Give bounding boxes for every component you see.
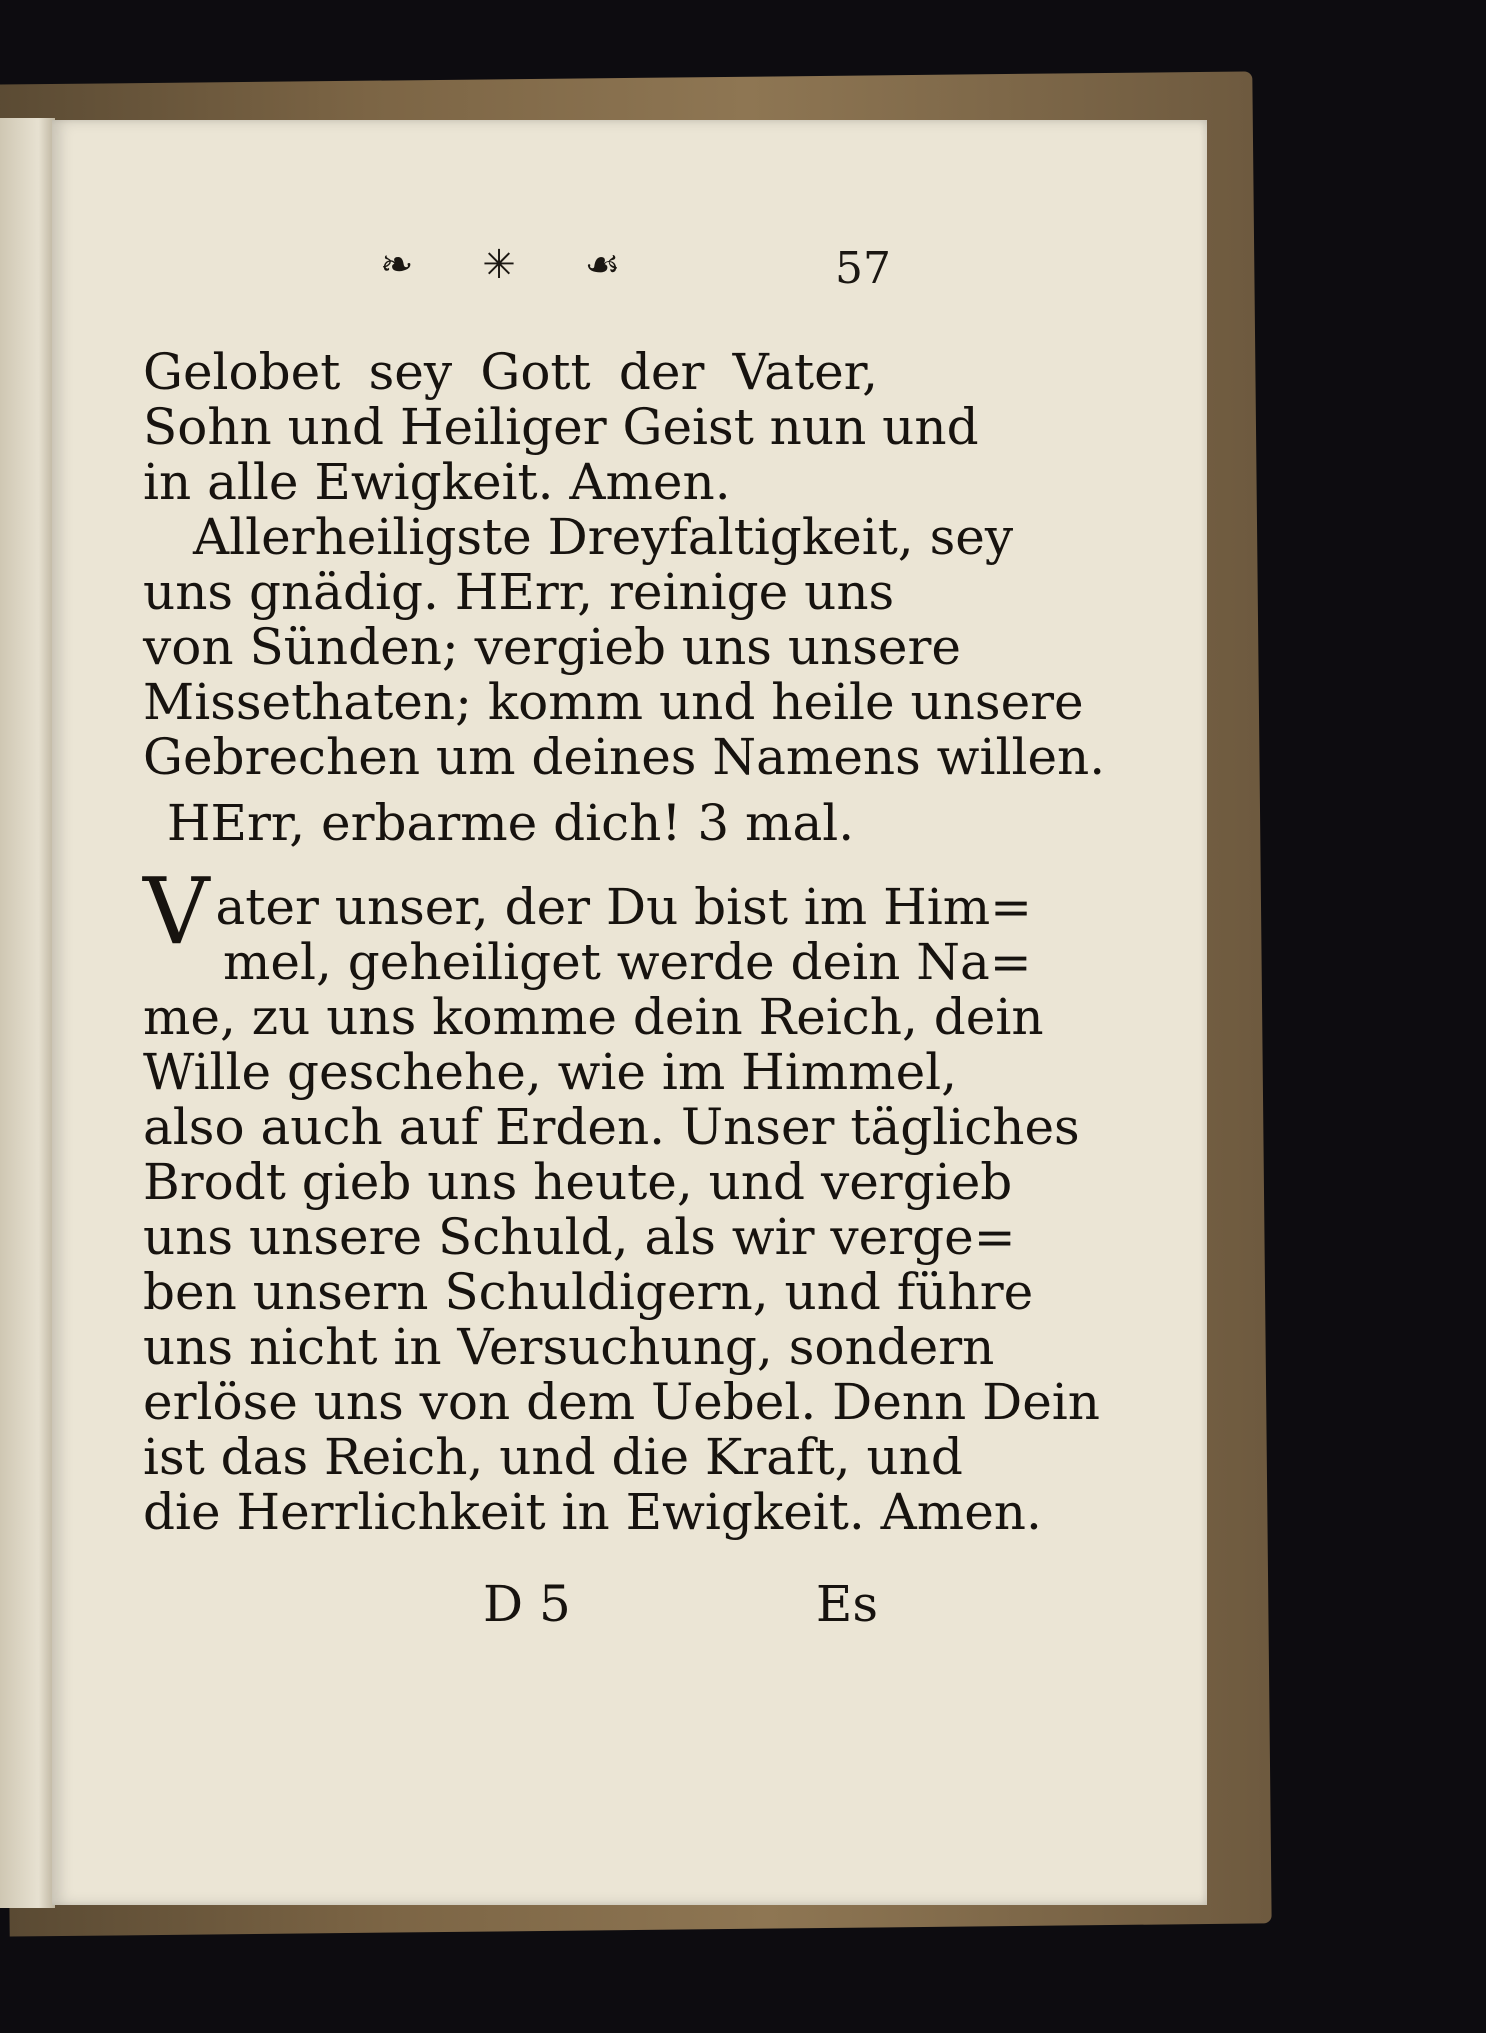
header-ornament: ❧ ✳ ☙ [380,242,649,288]
drop-initial: V [143,858,210,965]
paragraph-doxology [143,343,979,511]
text-line: Allerheiligste Dreyfaltigkeit, sey [193,508,1014,566]
text-line: Gelobet sey Gott der Vater, [143,343,878,401]
facing-page-edge [0,118,55,1908]
paragraph-kyrie [143,796,878,851]
lords-prayer [143,858,1100,1541]
page-number: 57 [835,243,891,294]
first-line-text: ater unser, der Du bist im Him= [215,878,1033,936]
text-line: ben unsern Schuldigern, und führe [143,1263,1034,1321]
page-footer [143,1575,878,1635]
text-line: Brodt gieb uns heute, und vergieb [143,1153,1013,1211]
text-line: HErr, erbarme dich! 3 mal. [166,794,855,852]
text-line: me, zu uns komme dein Reich, dein [143,988,1044,1046]
text-line: mel, geheiliget werde dein Na= [223,933,1032,991]
page-header [380,242,880,302]
text-line: ist das Reich, und die Kraft, und [143,1428,963,1486]
text-line: erlöse uns von dem Uebel. Denn Dein [143,1373,1100,1431]
signature-mark: D 5 [483,1575,571,1633]
text-line: in alle Ewigkeit. Amen. [143,453,731,511]
text-line: Missethaten; komm und heile unsere [143,673,1084,731]
paragraph-trinity [143,508,1106,786]
text-line: Wille geschehe, wie im Himmel, [143,1043,958,1101]
catchword: Es [815,1575,878,1633]
text-line: Sohn und Heiliger Geist nun und [143,398,979,456]
text-line: Gebrechen um deines Namens willen. [143,728,1106,786]
text-line: von Sünden; vergieb uns unsere [143,618,961,676]
text-line: uns gnädig. HErr, reinige uns [143,563,895,621]
text-line: uns nicht in Versuchung, sondern [143,1318,995,1376]
text-line: die Herrlichkeit in Ewigkeit. Amen. [143,1483,1042,1541]
text-line: uns unsere Schuld, als wir verge= [143,1208,1016,1266]
text-line: also auch auf Erden. Unser tägliches [143,1098,1080,1156]
